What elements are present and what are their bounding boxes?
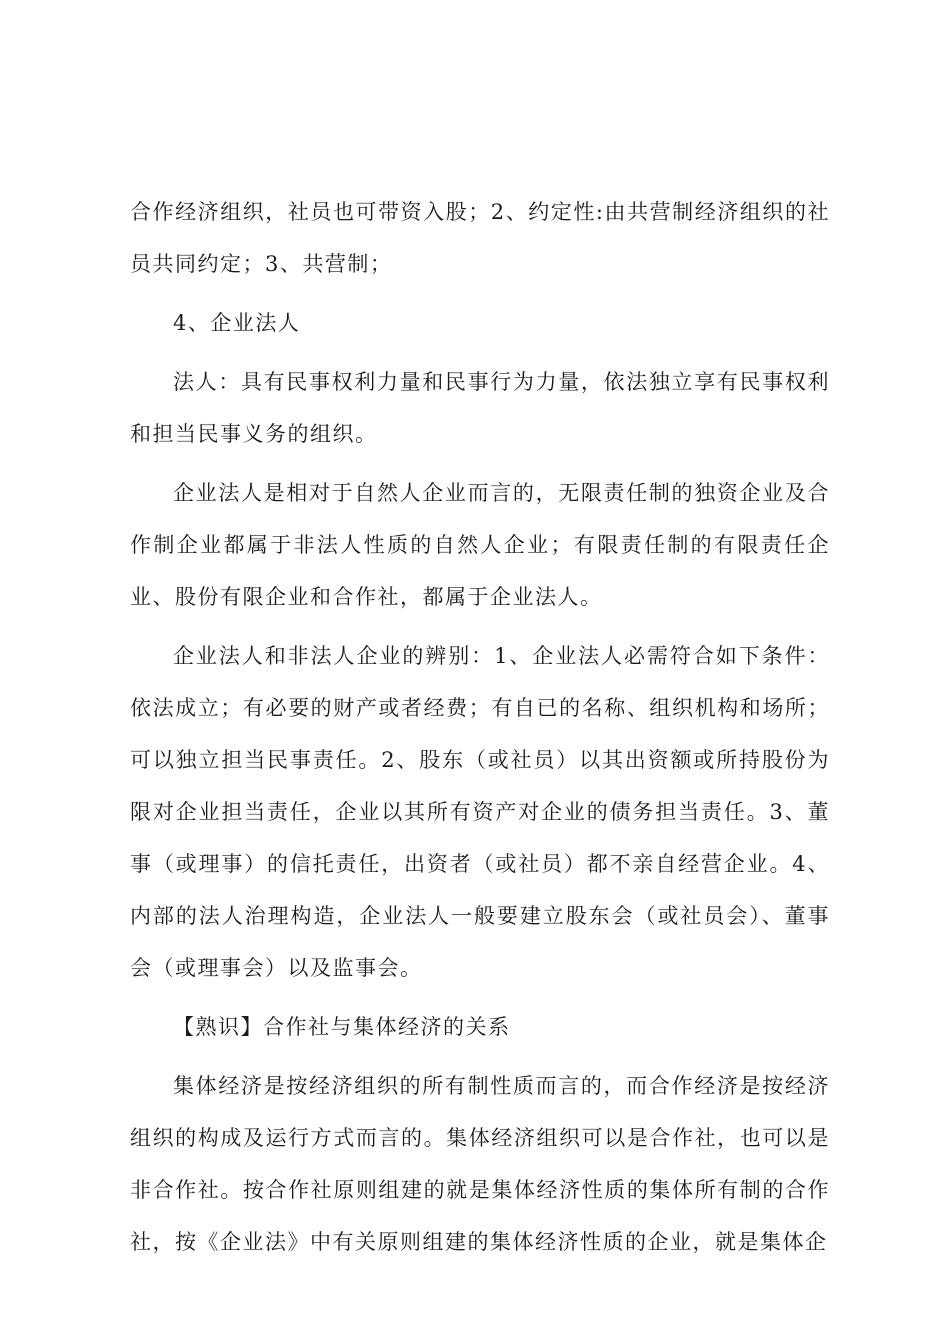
body-text: [130, 186, 830, 1275]
paragraph-legal-person-definition: 法人：具有民事权利力量和民事行为力量，依法独立享有民事权利和担当民事义务的组织。: [130, 370, 830, 446]
paragraph-collective-economy: 集体经济是按经济组织的所有制性质而言的，而合作经济是按经济组织的构成及运行方式而言的。集体经济组织可以是合作社，也可以是非合作社。按合作社原则组建的就是集体经济性质的集体所有制的合作社，按《企业法》中有关原则组建的集体经济性质的企业，就是集体企: [130, 1074, 830, 1254]
heading-cooperative-collective: 【熟识】合作社与集体经济的关系: [173, 1015, 511, 1039]
paragraph-distinction: 企业法人和非法人企业的辨别：1、企业法人必需符合如下条件：依法成立；有必要的财产或者经费；有自已的名称、组织机构和场所；可以独立担当民事责任。2、股东（或社员）以其出资额或所持股份为限对企业担当责任，企业以其所有资产对企业的债务担当责任。3、董事（或理事）的信托责任，出资者（或社员）都不亲自经营企业。4、内部的法人治理构造，企业法人一般要建立股东会（或社员会）、董事会（或理事会）以及监事会。: [130, 644, 830, 980]
heading-enterprise-legal-person: 4、企业法人: [173, 311, 301, 335]
paragraph-continuation: 合作经济组织，社员也可带资入股；2、约定性:由共营制经济组织的社员共同约定；3、共营制；: [130, 200, 830, 276]
paragraph-enterprise-legal-person: 企业法人是相对于自然人企业而言的，无限责任制的独资企业及合作制企业都属于非法人性质的自然人企业；有限责任制的有限责任企业、股份有限企业和合作社，都属于企业法人。: [130, 481, 830, 609]
